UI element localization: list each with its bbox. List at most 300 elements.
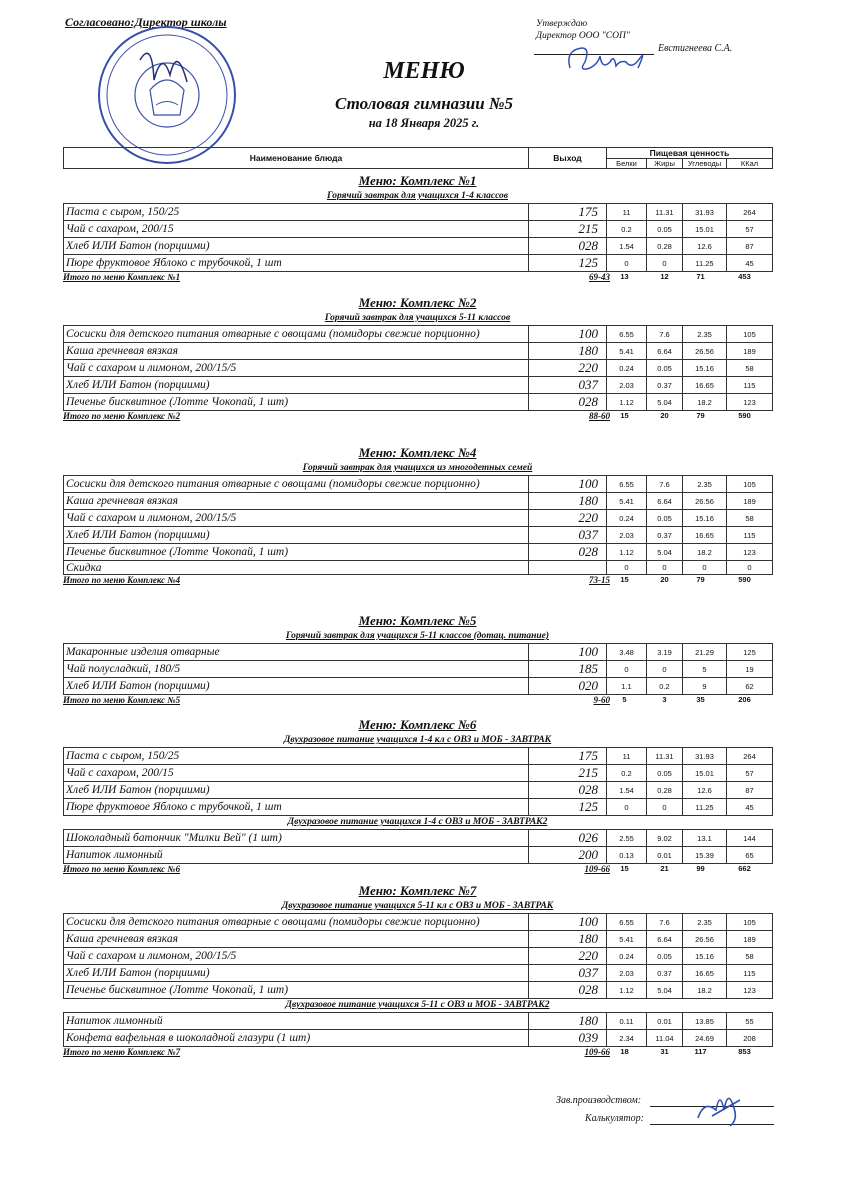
menu-header-table	[63, 147, 773, 169]
dish-name: Шоколадный батончик "Милки Вей" (1 шт)	[64, 830, 529, 847]
total-label: Итого по меню Комплекс №5	[63, 695, 181, 705]
complex-section	[63, 613, 772, 707]
total-value: 35	[696, 695, 705, 704]
dish-name: Пюре фруктовое Яблоко с трубочкой, 1 шт	[64, 255, 529, 272]
dish-carbs: 16.65	[683, 527, 727, 544]
dish-fats: 0	[647, 799, 683, 816]
dish-output: 037	[529, 527, 607, 544]
total-value: 3	[662, 695, 667, 704]
table-row	[64, 377, 773, 394]
dish-kcal: 115	[727, 965, 773, 982]
total-output: 88-60	[589, 411, 610, 421]
dish-fats: 11.04	[647, 1030, 683, 1047]
total-value: 13	[620, 272, 629, 281]
total-output: 109-66	[584, 864, 610, 874]
dish-output: 180	[529, 1013, 607, 1030]
group-title: Двухразовое питание учащихся 5-11 кл с ОВЗ и МОБ - ЗАВТРАК	[281, 901, 554, 911]
total-output: 109-66	[584, 1047, 610, 1057]
complex-total	[63, 864, 772, 876]
complex-section	[63, 295, 772, 423]
total-value: 15	[620, 411, 629, 420]
total-value: 15	[620, 864, 629, 873]
complex-title: Меню: Комплекс №2	[358, 295, 477, 310]
dish-output: 180	[529, 493, 607, 510]
dish-fats: 0.05	[647, 510, 683, 527]
dish-proteins: 6.55	[607, 914, 647, 931]
dish-proteins: 1.12	[607, 394, 647, 411]
dish-name: Каша гречневая вязкая	[64, 931, 529, 948]
page-date: на 18 Января 2025 г.	[368, 116, 480, 130]
director-name: Евстигнеева С.А.	[658, 43, 733, 54]
dish-proteins: 1.54	[607, 238, 647, 255]
dish-name: Чай полусладкий, 180/5	[64, 661, 529, 678]
dish-proteins: 0.24	[607, 510, 647, 527]
complex-total	[63, 695, 772, 707]
dish-output: 100	[529, 326, 607, 343]
dish-kcal: 58	[727, 360, 773, 377]
dish-proteins: 0	[607, 799, 647, 816]
complex-section	[63, 173, 772, 284]
dish-proteins: 2.03	[607, 527, 647, 544]
items-table	[63, 829, 773, 864]
dish-output: 028	[529, 982, 607, 999]
items-table	[63, 913, 773, 999]
dish-carbs: 15.01	[683, 221, 727, 238]
total-value: 18	[620, 1047, 629, 1056]
total-label: Итого по меню Комплекс №7	[63, 1047, 181, 1057]
dish-fats: 6.64	[647, 931, 683, 948]
table-row	[64, 221, 773, 238]
items-table	[63, 747, 773, 816]
dish-output: 125	[529, 799, 607, 816]
dish-kcal: 264	[727, 748, 773, 765]
dish-output: 125	[529, 255, 607, 272]
dish-proteins: 5.41	[607, 343, 647, 360]
total-value: 590	[738, 575, 751, 584]
approve-block	[536, 18, 630, 42]
total-value: 662	[738, 864, 751, 873]
dish-name: Чай с сахаром и лимоном, 200/15/5	[64, 948, 529, 965]
items-table	[63, 325, 773, 411]
table-row	[64, 561, 773, 575]
dish-output: 175	[529, 204, 607, 221]
dish-fats: 3.19	[647, 644, 683, 661]
dish-carbs: 15.39	[683, 847, 727, 864]
table-row	[64, 476, 773, 493]
dish-fats: 5.04	[647, 394, 683, 411]
dish-name: Хлеб ИЛИ Батон (порциими)	[64, 678, 529, 695]
dish-carbs: 5	[683, 661, 727, 678]
dish-fats: 0.2	[647, 678, 683, 695]
dish-proteins: 2.34	[607, 1030, 647, 1047]
table-row	[64, 782, 773, 799]
dish-name: Паста с сыром, 150/25	[64, 204, 529, 221]
dish-proteins: 0.11	[607, 1013, 647, 1030]
dish-carbs: 18.2	[683, 982, 727, 999]
dish-output: 026	[529, 830, 607, 847]
dish-output: 037	[529, 965, 607, 982]
dish-name: Пюре фруктовое Яблоко с трубочкой, 1 шт	[64, 799, 529, 816]
calculator-signature-icon	[690, 1080, 750, 1130]
complex-title: Меню: Комплекс №5	[358, 613, 477, 628]
group-title: Горячий завтрак для учащихся 5-11 классов	[324, 313, 511, 323]
dish-proteins: 1.1	[607, 678, 647, 695]
dish-kcal: 189	[727, 493, 773, 510]
dish-fats: 6.64	[647, 343, 683, 360]
table-row	[64, 255, 773, 272]
dish-kcal: 87	[727, 238, 773, 255]
complex-title: Меню: Комплекс №7	[358, 883, 477, 898]
dish-proteins: 0.24	[607, 948, 647, 965]
dish-fats: 0.37	[647, 965, 683, 982]
table-row	[64, 748, 773, 765]
dish-name: Напиток лимонный	[64, 1013, 529, 1030]
dish-kcal: 208	[727, 1030, 773, 1047]
dish-output: 220	[529, 360, 607, 377]
group-title: Горячий завтрак для учащихся 5-11 классов (дотац. питание)	[285, 631, 550, 641]
dish-kcal: 105	[727, 326, 773, 343]
table-row	[64, 847, 773, 864]
dish-output: 175	[529, 748, 607, 765]
dish-output: 180	[529, 931, 607, 948]
page-subtitle: Столовая гимназии №5	[334, 94, 514, 113]
dish-name: Сосиски для детского питания отварные с овощами (помидоры свежие порционно)	[64, 476, 529, 493]
dish-proteins: 0.2	[607, 765, 647, 782]
total-value: 117	[694, 1047, 707, 1056]
dish-carbs: 15.16	[683, 360, 727, 377]
dish-carbs: 26.56	[683, 343, 727, 360]
total-value: 21	[660, 864, 669, 873]
dish-carbs: 13.1	[683, 830, 727, 847]
dish-output: 028	[529, 238, 607, 255]
table-row	[64, 830, 773, 847]
approve-label: Утверждаю	[536, 19, 588, 29]
dish-carbs: 16.65	[683, 965, 727, 982]
dish-fats: 6.64	[647, 493, 683, 510]
total-value: 453	[738, 272, 751, 281]
dish-kcal: 19	[727, 661, 773, 678]
dish-carbs: 16.65	[683, 377, 727, 394]
dish-output: 220	[529, 948, 607, 965]
complex-section	[63, 445, 772, 587]
dish-kcal: 123	[727, 394, 773, 411]
dish-name: Чай с сахаром и лимоном, 200/15/5	[64, 510, 529, 527]
dish-output: 180	[529, 343, 607, 360]
dish-kcal: 189	[727, 931, 773, 948]
complex-title: Меню: Комплекс №4	[358, 445, 477, 460]
dish-output: 028	[529, 782, 607, 799]
total-value: 71	[696, 272, 705, 281]
total-value: 12	[660, 272, 669, 281]
complex-section	[63, 883, 772, 1059]
group-title: Горячий завтрак для учащихся 1-4 классов	[326, 191, 509, 201]
total-value: 590	[738, 411, 751, 420]
dish-output: 100	[529, 476, 607, 493]
complex-title: Меню: Комплекс №1	[358, 173, 477, 188]
dish-output: 215	[529, 765, 607, 782]
dish-kcal: 105	[727, 914, 773, 931]
table-row	[64, 965, 773, 982]
dish-kcal: 115	[727, 527, 773, 544]
dish-kcal: 264	[727, 204, 773, 221]
dish-kcal: 189	[727, 343, 773, 360]
dish-kcal: 58	[727, 510, 773, 527]
dish-name: Хлеб ИЛИ Батон (порциими)	[64, 527, 529, 544]
dish-name: Хлеб ИЛИ Батон (порциими)	[64, 965, 529, 982]
dish-fats: 0.37	[647, 377, 683, 394]
header-output: Выход	[529, 148, 607, 169]
table-row	[64, 544, 773, 561]
dish-fats: 0.28	[647, 782, 683, 799]
dish-name: Скидка	[64, 561, 529, 575]
dish-proteins: 11	[607, 748, 647, 765]
total-label: Итого по меню Комплекс №4	[63, 575, 181, 585]
dish-proteins: 1.54	[607, 782, 647, 799]
dish-proteins: 11	[607, 204, 647, 221]
footer-calculator: Калькулятор:	[585, 1113, 644, 1124]
dish-name: Сосиски для детского питания отварные с овощами (помидоры свежие порционно)	[64, 914, 529, 931]
group-title: Двухразовое питание учащихся 1-4 с ОВЗ и МОБ - ЗАВТРАК2	[287, 817, 548, 827]
dish-carbs: 15.16	[683, 948, 727, 965]
dish-proteins: 5.41	[607, 493, 647, 510]
dish-carbs: 26.56	[683, 493, 727, 510]
dish-output: 039	[529, 1030, 607, 1047]
dish-output: 200	[529, 847, 607, 864]
dish-proteins: 2.03	[607, 965, 647, 982]
dish-kcal: 58	[727, 948, 773, 965]
dish-kcal: 87	[727, 782, 773, 799]
table-row	[64, 678, 773, 695]
header-proteins: Белки	[607, 159, 647, 169]
dish-name: Каша гречневая вязкая	[64, 493, 529, 510]
dish-output: 028	[529, 544, 607, 561]
items-table	[63, 475, 773, 575]
table-row	[64, 931, 773, 948]
total-label: Итого по меню Комплекс №6	[63, 864, 181, 874]
dish-output	[529, 561, 607, 575]
dish-name: Печенье бисквитное (Лотте Чокопай, 1 шт)	[64, 982, 529, 999]
dish-output: 020	[529, 678, 607, 695]
table-row	[64, 394, 773, 411]
dish-kcal: 45	[727, 255, 773, 272]
dish-carbs: 15.16	[683, 510, 727, 527]
complex-section	[63, 717, 772, 876]
dish-output: 220	[529, 510, 607, 527]
total-value: 853	[738, 1047, 751, 1056]
dish-kcal: 45	[727, 799, 773, 816]
dish-kcal: 57	[727, 765, 773, 782]
total-output: 73-15	[589, 575, 610, 585]
dish-proteins: 6.55	[607, 476, 647, 493]
footer-production: Зав.производством:	[556, 1095, 642, 1106]
dish-kcal: 115	[727, 377, 773, 394]
dish-fats: 11.31	[647, 748, 683, 765]
dish-fats: 5.04	[647, 982, 683, 999]
total-value: 31	[660, 1047, 669, 1056]
dish-fats: 0	[647, 561, 683, 575]
dish-proteins: 3.48	[607, 644, 647, 661]
dish-carbs: 15.01	[683, 765, 727, 782]
table-row	[64, 914, 773, 931]
dish-name: Чай с сахаром, 200/15	[64, 221, 529, 238]
dish-output: 028	[529, 394, 607, 411]
dish-carbs: 12.6	[683, 238, 727, 255]
total-label: Итого по меню Комплекс №1	[63, 272, 181, 282]
dish-kcal: 105	[727, 476, 773, 493]
total-value: 20	[660, 575, 669, 584]
dish-output: 100	[529, 644, 607, 661]
dish-kcal: 123	[727, 544, 773, 561]
header-fats: Жиры	[647, 159, 683, 169]
dish-carbs: 18.2	[683, 544, 727, 561]
dish-proteins: 6.55	[607, 326, 647, 343]
approve-director: Директор ООО "СОП"	[536, 31, 630, 41]
dish-fats: 0	[647, 255, 683, 272]
dish-name: Хлеб ИЛИ Батон (порциими)	[64, 782, 529, 799]
dish-kcal: 123	[727, 982, 773, 999]
dish-carbs: 13.85	[683, 1013, 727, 1030]
dish-proteins: 1.12	[607, 982, 647, 999]
dish-fats: 0.28	[647, 238, 683, 255]
dish-carbs: 26.56	[683, 931, 727, 948]
total-output: 9-60	[593, 695, 610, 705]
total-value: 99	[696, 864, 705, 873]
dish-kcal: 144	[727, 830, 773, 847]
dish-name: Чай с сахаром, 200/15	[64, 765, 529, 782]
dish-carbs: 0	[683, 561, 727, 575]
dish-proteins: 0.2	[607, 221, 647, 238]
table-row	[64, 948, 773, 965]
dish-output: 185	[529, 661, 607, 678]
dish-carbs: 21.29	[683, 644, 727, 661]
dish-carbs: 24.69	[683, 1030, 727, 1047]
dish-fats: 0.37	[647, 527, 683, 544]
table-row	[64, 799, 773, 816]
table-row	[64, 982, 773, 999]
dish-name: Чай с сахаром и лимоном, 200/15/5	[64, 360, 529, 377]
approved-left: Согласовано:Директор школы	[65, 15, 227, 29]
table-row	[64, 1030, 773, 1047]
dish-fats: 0.05	[647, 948, 683, 965]
dish-kcal: 125	[727, 644, 773, 661]
dish-name: Хлеб ИЛИ Батон (порциими)	[64, 238, 529, 255]
header-nutrition: Пищевая ценность	[607, 148, 773, 159]
header-kcal: ККал	[727, 159, 773, 169]
header-carbs: Углеводы	[683, 159, 727, 169]
dish-proteins: 0	[607, 255, 647, 272]
dish-name: Сосиски для детского питания отварные с овощами (помидоры свежие порционно)	[64, 326, 529, 343]
dish-carbs: 2.35	[683, 914, 727, 931]
items-table	[63, 203, 773, 272]
dish-carbs: 31.93	[683, 748, 727, 765]
dish-fats: 0.05	[647, 360, 683, 377]
dish-fats: 9.02	[647, 830, 683, 847]
group-title: Двухразовое питание учащихся 5-11 с ОВЗ и МОБ - ЗАВТРАК2	[285, 1000, 550, 1010]
total-value: 206	[738, 695, 751, 704]
dish-proteins: 5.41	[607, 931, 647, 948]
dish-carbs: 2.35	[683, 326, 727, 343]
header-dish: Наименование блюда	[64, 148, 529, 169]
items-table	[63, 1012, 773, 1047]
dish-carbs: 11.25	[683, 255, 727, 272]
table-row	[64, 510, 773, 527]
total-value: 15	[620, 575, 629, 584]
dish-carbs: 12.6	[683, 782, 727, 799]
dish-proteins: 2.03	[607, 377, 647, 394]
dish-proteins: 2.55	[607, 830, 647, 847]
group-title: Горячий завтрак для учащихся из многодетных семей	[302, 463, 533, 473]
complex-title: Меню: Комплекс №6	[358, 717, 477, 732]
page-title: МЕНЮ	[383, 58, 465, 84]
table-row	[64, 765, 773, 782]
dish-kcal: 55	[727, 1013, 773, 1030]
dish-fats: 11.31	[647, 204, 683, 221]
total-output: 69-43	[589, 272, 610, 282]
table-row	[64, 204, 773, 221]
table-row	[64, 1013, 773, 1030]
total-value: 5	[622, 695, 627, 704]
dish-carbs: 11.25	[683, 799, 727, 816]
dish-carbs: 2.35	[683, 476, 727, 493]
dish-fats: 0	[647, 661, 683, 678]
dish-name: Макаронные изделия отварные	[64, 644, 529, 661]
table-row	[64, 644, 773, 661]
dish-name: Хлеб ИЛИ Батон (порциими)	[64, 377, 529, 394]
dish-name: Печенье бисквитное (Лотте Чокопай, 1 шт)	[64, 394, 529, 411]
table-row	[64, 326, 773, 343]
dish-fats: 0.05	[647, 221, 683, 238]
dish-fats: 0.01	[647, 847, 683, 864]
total-value: 20	[660, 411, 669, 420]
dish-output: 100	[529, 914, 607, 931]
dish-output: 037	[529, 377, 607, 394]
dish-proteins: 0.24	[607, 360, 647, 377]
dish-name: Каша гречневая вязкая	[64, 343, 529, 360]
dish-kcal: 0	[727, 561, 773, 575]
dish-fats: 0.05	[647, 765, 683, 782]
total-value: 79	[696, 411, 705, 420]
dish-fats: 5.04	[647, 544, 683, 561]
dish-name: Печенье бисквитное (Лотте Чокопай, 1 шт)	[64, 544, 529, 561]
dish-proteins: 0	[607, 561, 647, 575]
dish-carbs: 18.2	[683, 394, 727, 411]
table-row	[64, 527, 773, 544]
dish-fats: 7.6	[647, 914, 683, 931]
table-row	[64, 238, 773, 255]
dish-fats: 7.6	[647, 326, 683, 343]
complex-total	[63, 1047, 772, 1059]
dish-proteins: 1.12	[607, 544, 647, 561]
dish-carbs: 31.93	[683, 204, 727, 221]
dish-name: Напиток лимонный	[64, 847, 529, 864]
dish-output: 215	[529, 221, 607, 238]
dish-fats: 7.6	[647, 476, 683, 493]
items-table	[63, 643, 773, 695]
dish-name: Конфета вафельная в шоколадной глазури (1 шт)	[64, 1030, 529, 1047]
complex-total	[63, 575, 772, 587]
dish-proteins: 0.13	[607, 847, 647, 864]
dish-fats: 0.01	[647, 1013, 683, 1030]
dish-name: Паста с сыром, 150/25	[64, 748, 529, 765]
dish-kcal: 65	[727, 847, 773, 864]
group-title: Двухразовое питание учащихся 1-4 кл с ОВЗ и МОБ - ЗАВТРАК	[283, 735, 552, 745]
total-label: Итого по меню Комплекс №2	[63, 411, 181, 421]
table-row	[64, 493, 773, 510]
dish-kcal: 57	[727, 221, 773, 238]
complex-total	[63, 272, 772, 284]
dish-proteins: 0	[607, 661, 647, 678]
total-value: 79	[696, 575, 705, 584]
